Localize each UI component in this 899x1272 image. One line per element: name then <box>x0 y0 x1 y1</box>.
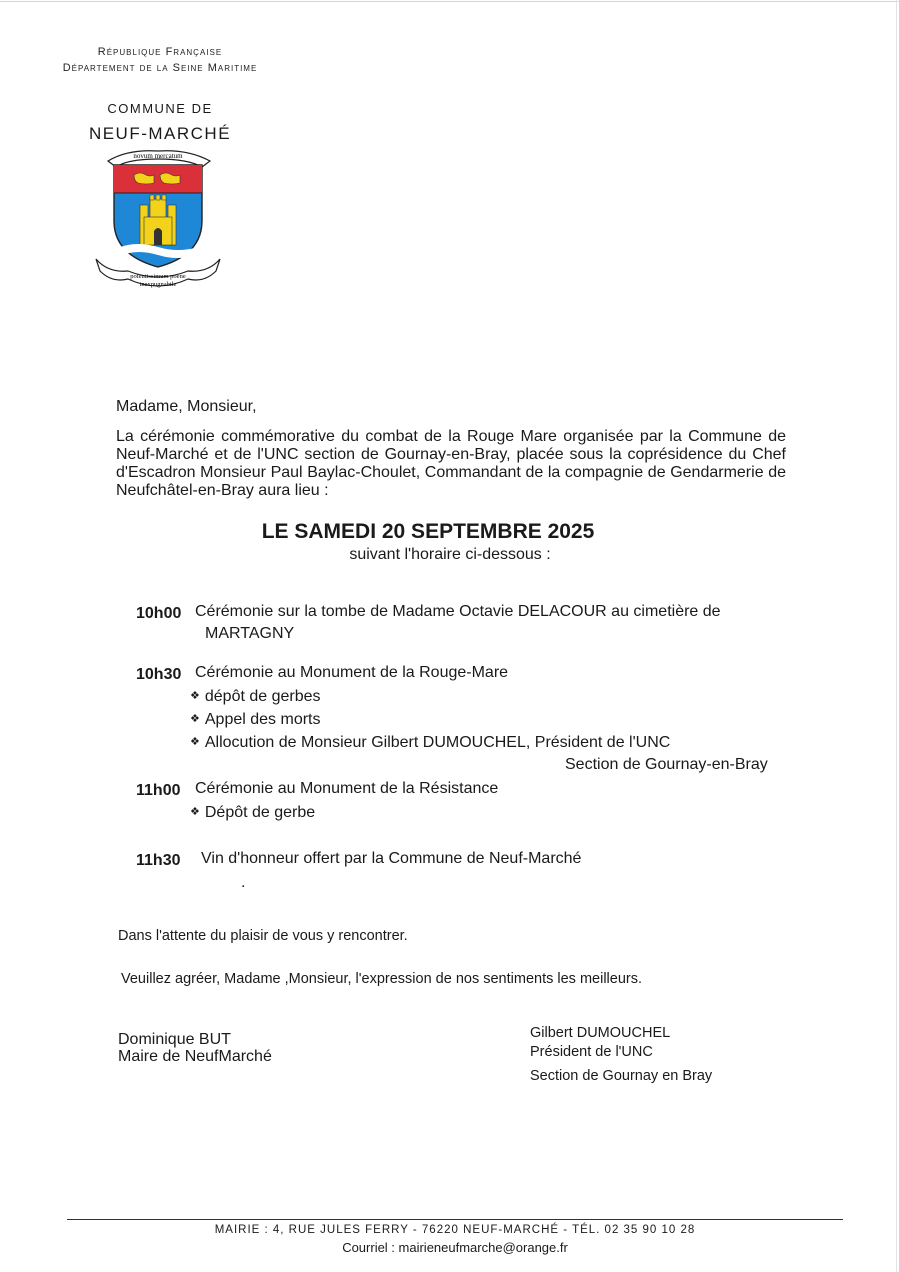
signature-right-title: Président de l'UNC <box>530 1044 653 1060</box>
schedule-bullet: ❖ Appel des morts <box>190 711 320 730</box>
event-date-title: LE SAMEDI 20 SEPTEMBRE 2025 <box>261 520 595 543</box>
signature-right-name: Gilbert DUMOUCHEL <box>530 1025 671 1041</box>
schedule-text: Cérémonie sur la tombe de Madame Octavie DELACOUR au cimetière de <box>195 603 721 620</box>
motto-top: novum mercatum <box>133 152 183 160</box>
schedule-bullet: ❖ dépôt de gerbes <box>190 688 321 707</box>
footer-divider <box>67 1219 843 1220</box>
schedule-time: 11h00 <box>136 782 181 799</box>
department-label: Département de la Seine Maritime <box>62 62 258 74</box>
commune-name: NEUF-MARCHÉ <box>88 124 232 143</box>
stray-dot: . <box>241 874 246 891</box>
signature-right-title-2: Section de Gournay en Bray <box>530 1068 713 1084</box>
footer-email: Courriel : mairieneufmarche@orange.fr <box>342 1240 568 1255</box>
motto-bottom-1: potentissimum poene <box>130 273 186 280</box>
schedule-text: Vin d'honneur offert par la Commune de Neuf-Marché <box>201 850 582 867</box>
closing-line-1: Dans l'attente du plaisir de vous y rencontrer. <box>118 928 408 944</box>
motto-bottom-2: inexpugnabile <box>139 281 177 288</box>
schedule-bullet: ❖ Allocution de Monsieur Gilbert DUMOUCHEL, Président de l'UNC <box>190 734 670 753</box>
salutation: Madame, Monsieur, <box>116 398 257 415</box>
top-scan-line <box>0 1 899 2</box>
footer-address: MAIRIE : 4, RUE JULES FERRY - 76220 NEUF-MARCHÉ - TÉL. 02 35 90 10 28 <box>214 1224 696 1236</box>
republic-label: République Française <box>97 46 223 58</box>
coat-of-arms-logo <box>88 143 228 293</box>
signature-left-name: Dominique BUT <box>118 1031 231 1048</box>
commune-label: COMMUNE DE <box>107 101 213 116</box>
schedule-time: 11h30 <box>136 852 181 869</box>
schedule-time: 10h30 <box>136 666 182 683</box>
signature-left-title: Maire de NeufMarché <box>118 1048 272 1065</box>
event-date-subtitle: suivant l'horaire ci-dessous : <box>349 546 551 563</box>
schedule-text-cont: MARTAGNY <box>205 625 295 642</box>
schedule-text: Cérémonie au Monument de la Résistance <box>195 780 499 797</box>
right-scan-edge <box>896 0 897 1272</box>
schedule-bullet: ❖ Dépôt de gerbe <box>190 804 315 823</box>
closing-line-2: Veuillez agréer, Madame ,Monsieur, l'expression de nos sentiments les meilleurs. <box>121 971 642 987</box>
schedule-bullet-cont: Section de Gournay-en-Bray <box>565 756 768 773</box>
intro-paragraph: La cérémonie commémorative du combat de la Rouge Mare organisée par la Commune de Neuf-Marché et de l'UNC section de Gournay-en-Bray, placée sous la coprésidence du Chef d'Escadron Monsieur Paul Baylac-Choulet, Commandant de la compagnie de Gendarmerie de Neufchâtel-en-Bray aura lieu : <box>116 428 786 499</box>
schedule-text: Cérémonie au Monument de la Rouge-Mare <box>195 664 509 681</box>
schedule-time: 10h00 <box>136 605 182 622</box>
